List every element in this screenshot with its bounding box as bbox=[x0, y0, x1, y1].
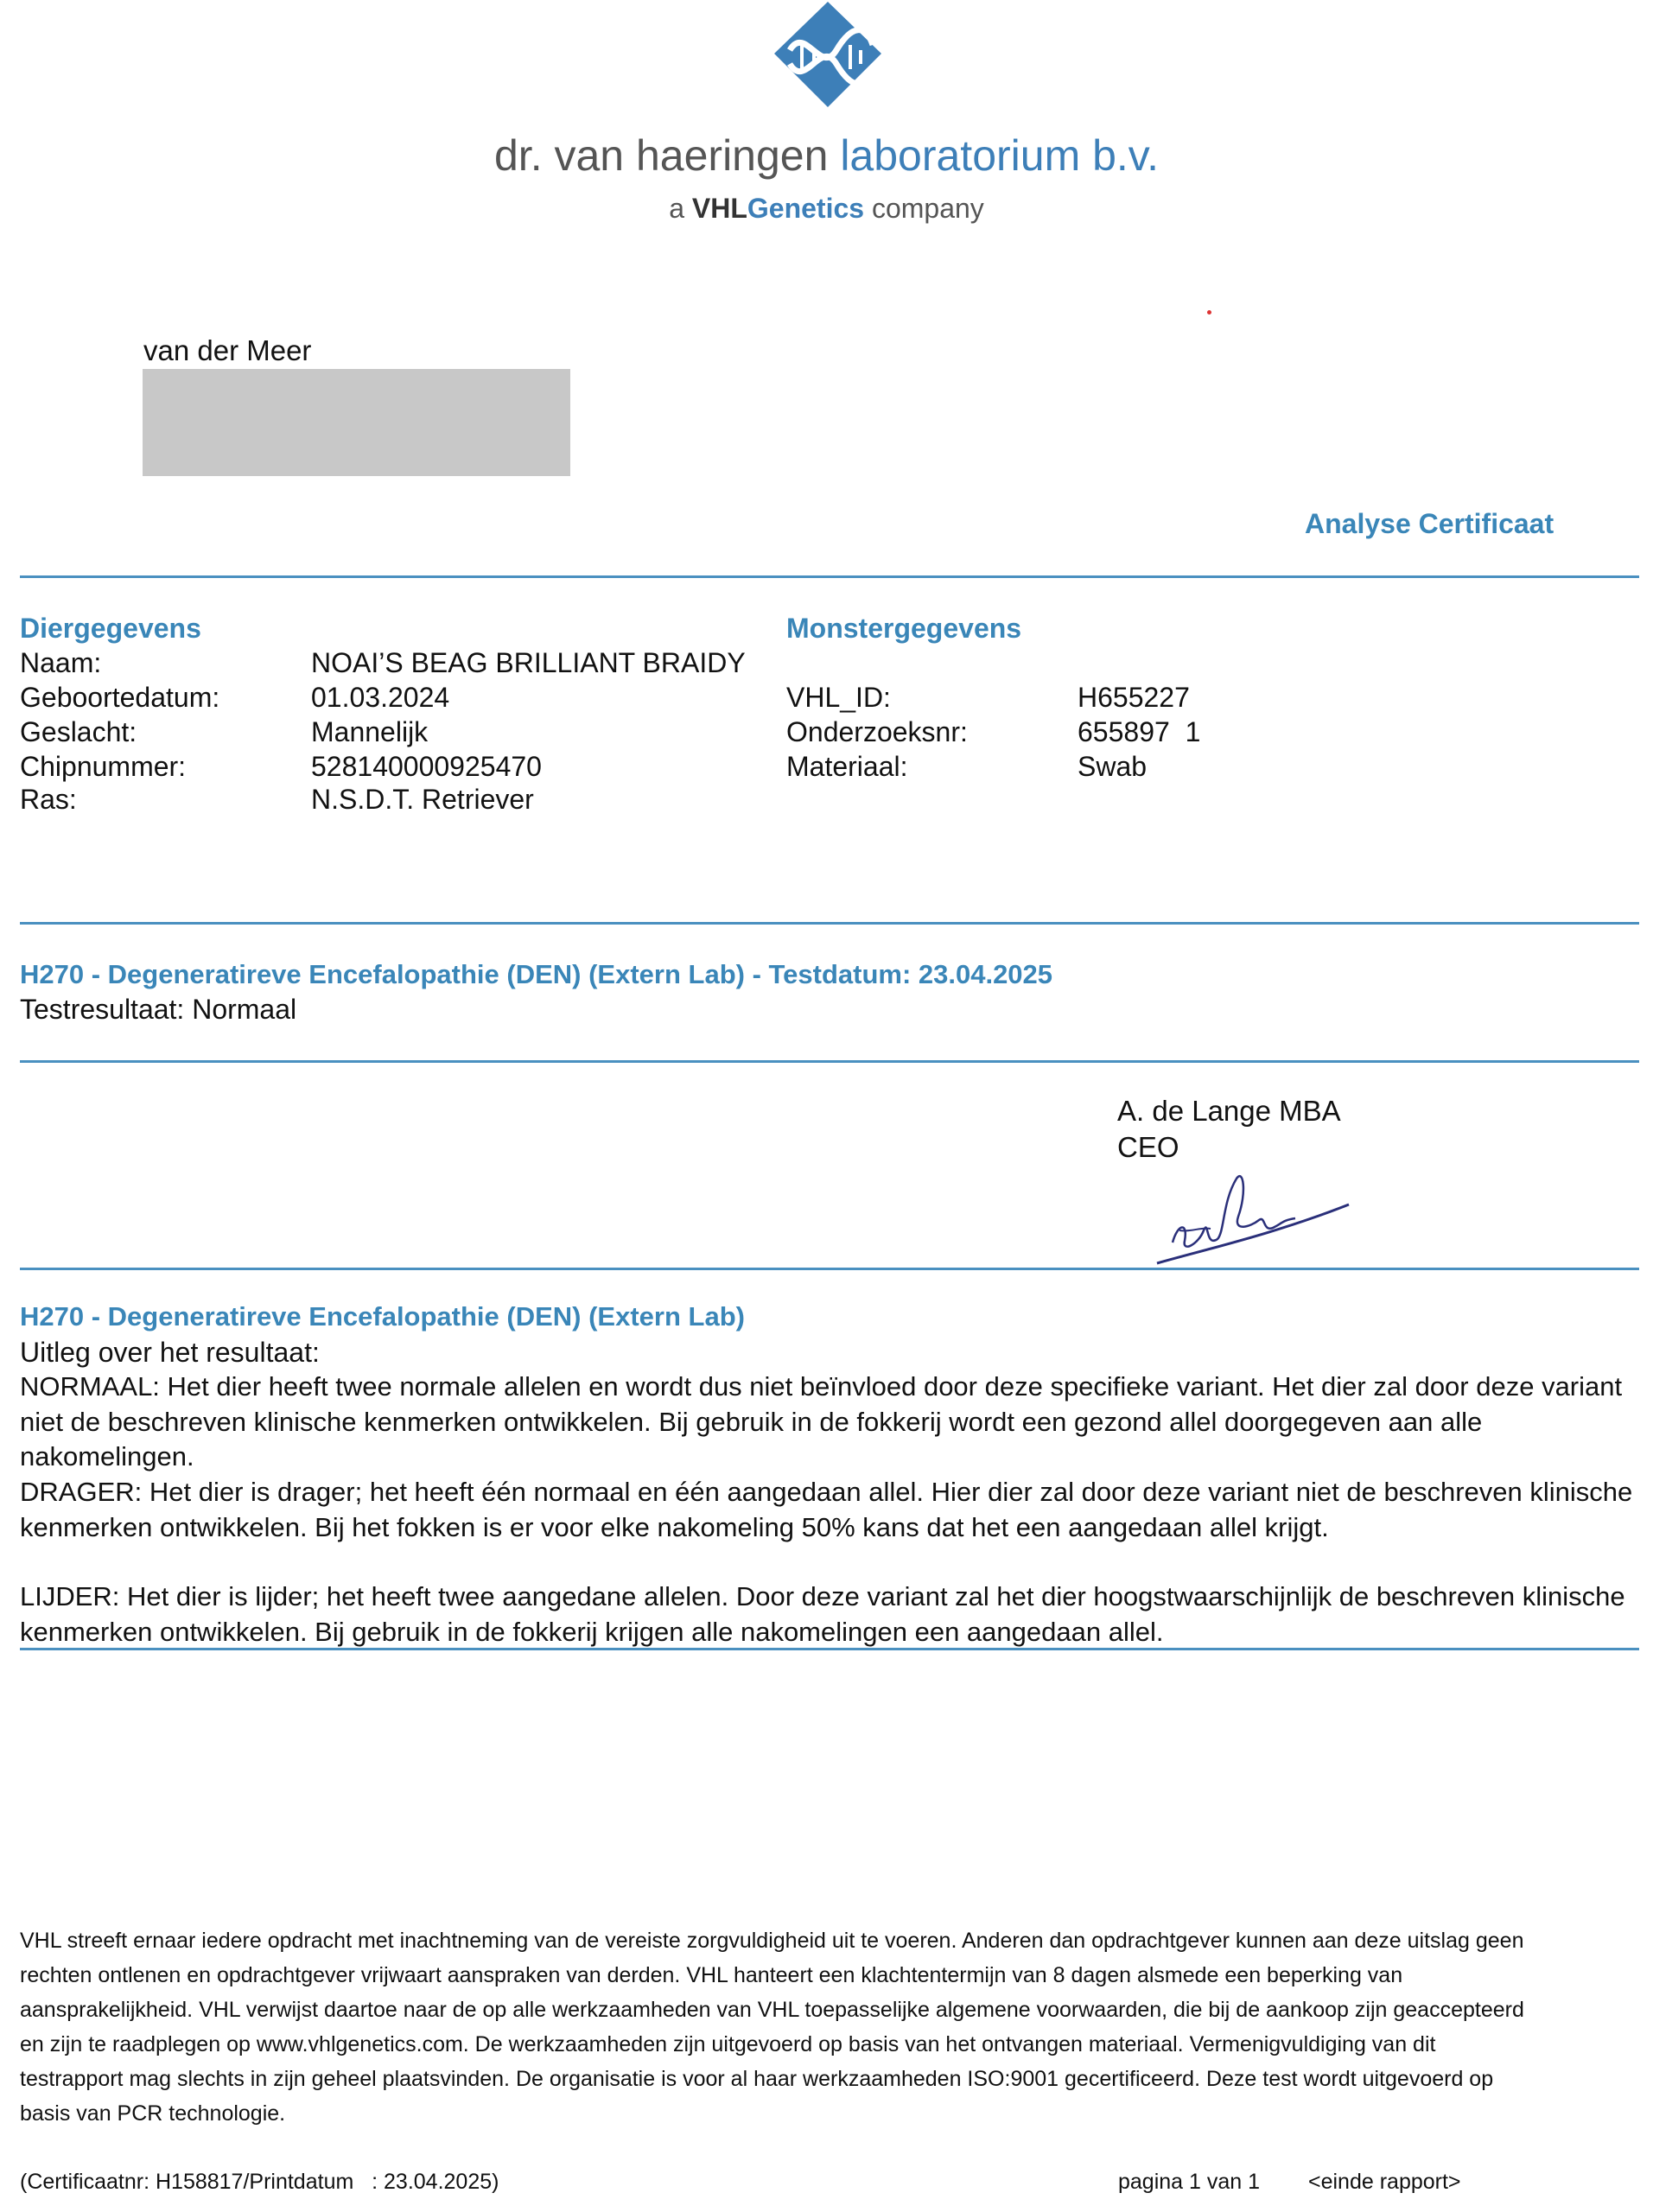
footer-page: pagina 1 van 1 bbox=[1118, 2170, 1261, 2194]
sample-value-vhl-id: H655227 bbox=[1078, 682, 1190, 713]
divider-test-bottom bbox=[20, 1060, 1639, 1063]
animal-value-geboortedatum: 01.03.2024 bbox=[311, 682, 450, 713]
company-name-part2: laboratorium b.v. bbox=[840, 131, 1159, 180]
dna-logo-icon bbox=[771, 0, 885, 109]
company-name bbox=[0, 130, 1653, 181]
tagline-vhl: VHL bbox=[691, 193, 747, 224]
tagline-brand bbox=[692, 193, 864, 224]
tagline-genetics: Genetics bbox=[747, 193, 865, 224]
explanation-lijder: LIJDER: Het dier is lijder; het heeft twee aangedane allelen. Door deze variant zal het dier hoogstwaarschijnlijk de beschreven klinische kenmerken ontwikkelen. Bij gebruik in de fokkerij krijgen alle nakomelingen een aangedaan allel. bbox=[20, 1581, 1625, 1647]
recipient-name: van der Meer bbox=[143, 334, 312, 366]
red-dot-mark bbox=[1207, 310, 1211, 315]
animal-value-naam: NOAI’S BEAG BRILLIANT BRAIDY bbox=[311, 647, 746, 678]
test-result: Testresultaat: Normaal bbox=[20, 994, 297, 1025]
divider-explanation-bottom bbox=[20, 1648, 1639, 1650]
company-name-part1: dr. van haeringen bbox=[494, 131, 829, 180]
divider-signature-bottom bbox=[20, 1268, 1639, 1270]
sample-label-vhl-id: VHL_ID: bbox=[786, 682, 891, 713]
sample-value-onderzoeksnr: 655897 1 bbox=[1078, 716, 1201, 747]
explanation-title: H270 - Degeneratireve Encefalopathie (DEN) (Extern Lab) bbox=[20, 1301, 745, 1332]
signature-icon bbox=[1154, 1166, 1352, 1268]
animal-label-chipnummer: Chipnummer: bbox=[20, 751, 187, 782]
footer-end: <einde rapport> bbox=[1308, 2170, 1461, 2194]
sample-data-heading: Monstergegevens bbox=[786, 613, 1022, 644]
document-title: Analyse Certificaat bbox=[1305, 508, 1554, 539]
explanation-drager: DRAGER: Het dier is drager; het heeft één normaal en één aangedaan allel. Hier dier zal door deze variant niet de beschreven klinische kenmerken ontwikkelen. Bij het fokken is er voor elke nakomeling 50% kans dat het een aangedaan allel krijgt. bbox=[20, 1477, 1633, 1542]
animal-label-geboortedatum: Geboortedatum: bbox=[20, 682, 220, 713]
animal-data-heading: Diergegevens bbox=[20, 613, 201, 644]
animal-label-ras: Ras: bbox=[20, 784, 77, 815]
test-title: H270 - Degeneratireve Encefalopathie (DEN) (Extern Lab) - Testdatum: 23.04.2025 bbox=[20, 959, 1053, 989]
tagline-a: a bbox=[669, 193, 684, 224]
animal-value-ras: N.S.D.T. Retriever bbox=[311, 784, 534, 815]
animal-value-geslacht: Mannelijk bbox=[311, 716, 429, 747]
sample-value-materiaal: Swab bbox=[1078, 751, 1148, 782]
animal-label-naam: Naam: bbox=[20, 647, 102, 678]
tagline-company: company bbox=[871, 193, 984, 224]
signatory-name: A. de Lange MBA bbox=[1117, 1095, 1341, 1127]
sample-label-materiaal: Materiaal: bbox=[786, 751, 908, 782]
disclaimer-text: VHL streeft ernaar iedere opdracht met inachtneming van de vereiste zorgvuldigheid uit te voeren. Anderen dan opdrachtgever kunnen aan deze uitslag geen rechten ontlenen en opdrachtgever vrijwaart aanspraken van derden. VHL hanteert een klachtentermijn van 8 dagen alsmede een beperking van aansprakelijkheid. VHL verwijst daartoe naar de op alle werkzaamheden van VHL toepasselijke algemene voorwaarden, die bij de aankoop zijn geaccepteerd en zijn te raadplegen op www.vhlgenetics.com. De werkzaamheden zijn uitgevoerd op basis van het ontvangen materiaal. Vermenigvuldiging van dit testrapport mag slechts in zijn geheel plaatsvinden. De organisatie is voor al haar werkzaamheden ISO:9001 gecertificeerd. Deze test wordt uitgevoerd op basis van PCR technologie. bbox=[20, 1929, 1524, 2126]
sample-label-onderzoeksnr: Onderzoeksnr: bbox=[786, 716, 968, 747]
divider-test-top bbox=[20, 922, 1639, 925]
animal-value-chipnummer: 528140000925470 bbox=[311, 751, 542, 782]
animal-label-geslacht: Geslacht: bbox=[20, 716, 137, 747]
explanation-intro: Uitleg over het resultaat: bbox=[20, 1337, 320, 1368]
footer-certificate: (Certificaatnr: H158817/Printdatum : 23.04.2025) bbox=[20, 2170, 499, 2194]
company-tagline bbox=[0, 189, 1653, 227]
divider-top bbox=[20, 575, 1639, 578]
explanation-normaal: NORMAAL: Het dier heeft twee normale allelen en wordt dus niet beïnvloed door deze specifieke variant. Het dier zal door deze variant niet de beschreven klinische kenmerken ontwikkelen. Bij gebruik in de fokkerij wordt een gezond allel doorgegeven aan alle nakomelingen. bbox=[20, 1371, 1623, 1471]
signatory-role: CEO bbox=[1117, 1131, 1179, 1163]
redacted-address-block bbox=[143, 369, 570, 476]
